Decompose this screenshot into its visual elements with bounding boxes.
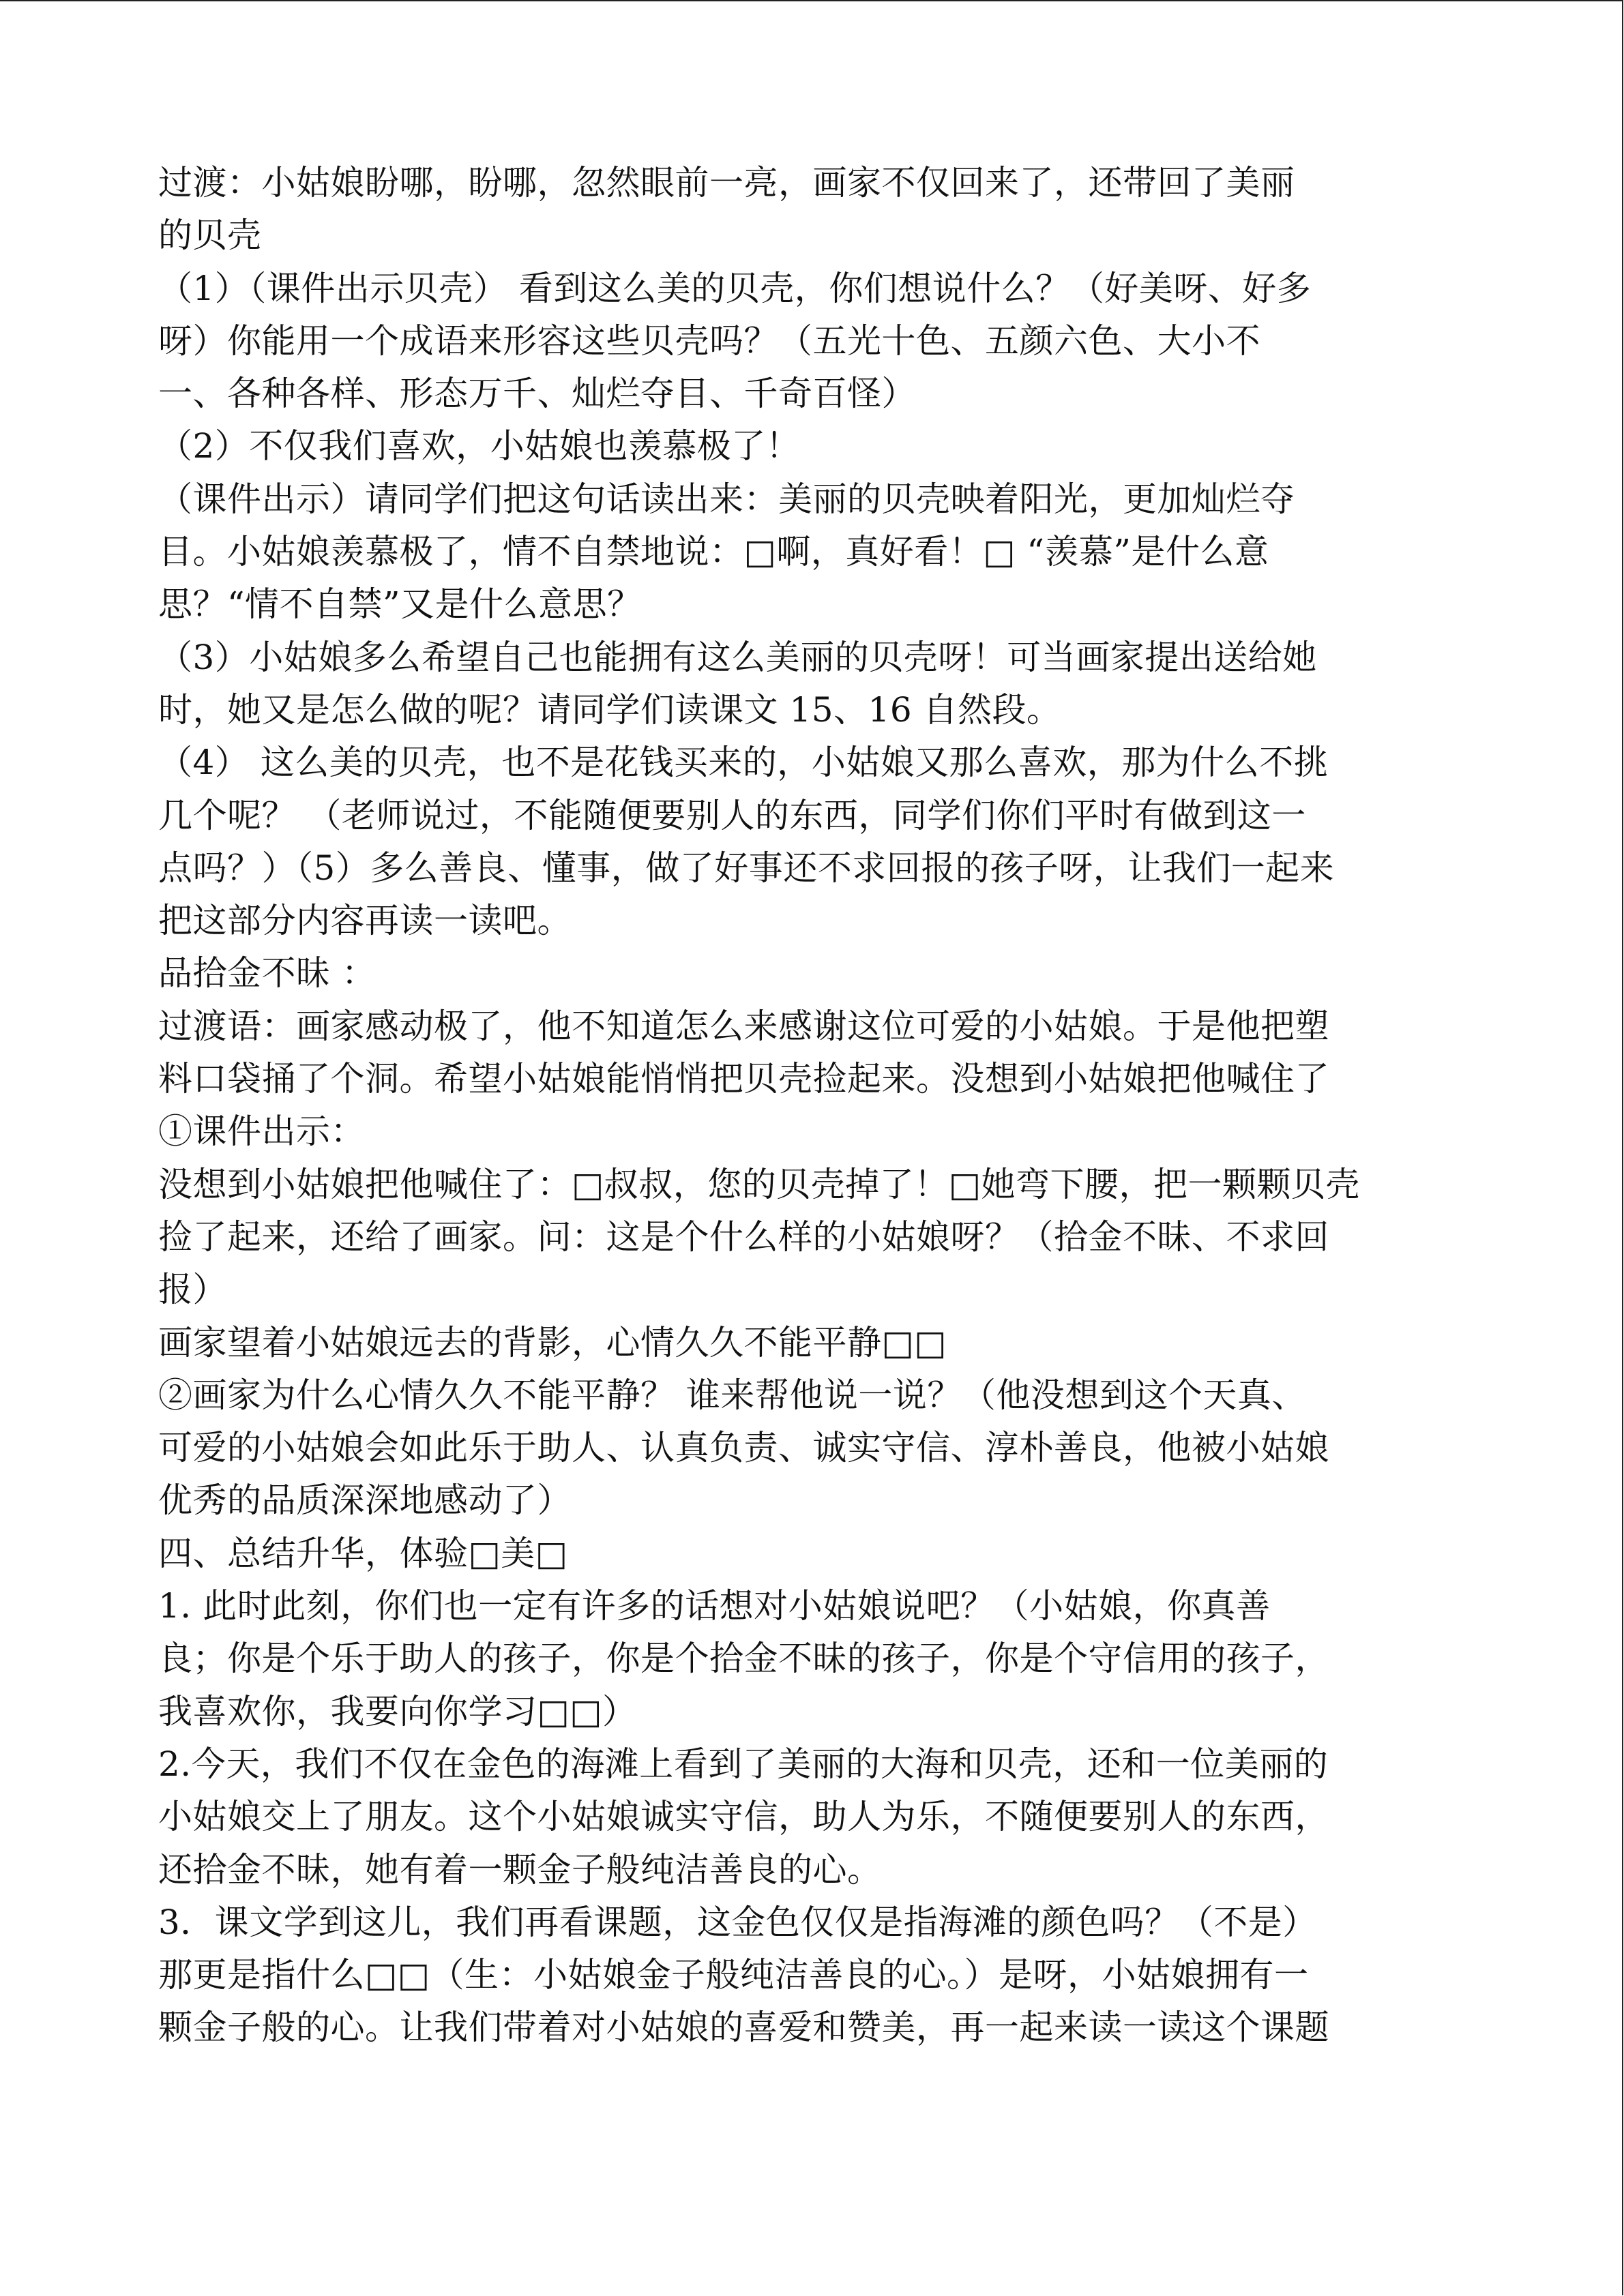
- text-line: 点吗？）（5）多么善良、懂事，做了好事还不求回报的孩子呀，让我们一起来: [158, 848, 1335, 888]
- text-line: 2.今天，我们不仅在金色的海滩上看到了美丽的大海和贝壳，还和一位美丽的: [158, 1744, 1329, 1784]
- text-line: 报）: [158, 1270, 227, 1310]
- text-line: 目。小姑娘羡慕极了，情不自禁地说：□啊，真好看！□ “羡慕”是什么意: [158, 532, 1269, 572]
- document-body: [158, 157, 1454, 2055]
- text-line: 3．课文学到这儿，我们再看课题，这金色仅仅是指海滩的颜色吗？（不是）: [158, 1902, 1317, 1942]
- text-line: 优秀的品质深深地感动了）: [158, 1480, 572, 1521]
- text-line: （4） 这么美的贝壳，也不是花钱买来的，小姑娘又那么喜欢，那为什么不挑: [158, 743, 1329, 783]
- text-line: 过渡：小姑娘盼哪，盼哪，忽然眼前一亮，画家不仅回来了，还带回了美丽: [158, 163, 1295, 203]
- text-line: 可爱的小姑娘会如此乐于助人、认真负责、诚实守信、淳朴善良，他被小姑娘: [158, 1428, 1329, 1468]
- text-line: （3）小姑娘多么希望自己也能拥有这么美丽的贝壳呀！可当画家提出送给她: [158, 637, 1317, 677]
- text-line: 思？“情不自禁”又是什么意思？: [158, 584, 642, 625]
- section-heading: 品拾金不昧 ：: [158, 953, 377, 994]
- text-line: 我喜欢你，我要向你学习□□）: [158, 1691, 637, 1731]
- text-line: 还拾金不昧，她有着一颗金子般纯洁善良的心。: [158, 1849, 882, 1890]
- text-line: 捡了起来，还给了画家。问：这是个什么样的小姑娘呀？（拾金不昧、不求回: [158, 1217, 1329, 1257]
- text-line: 料口袋捅了个洞。希望小姑娘能悄悄把贝壳捡起来。没想到小姑娘把他喊住了: [158, 1059, 1329, 1099]
- text-line: 良；你是个乐于助人的孩子，你是个拾金不昧的孩子，你是个守信用的孩子，: [158, 1639, 1329, 1679]
- text-line: 过渡语：画家感动极了，他不知道怎么来感谢这位可爱的小姑娘。于是他把塑: [158, 1006, 1329, 1046]
- text-line: 画家望着小姑娘远去的背影，心情久久不能平静□□: [158, 1322, 947, 1362]
- text-line: 呀）你能用一个成语来形容这些贝壳吗？（五光十色、五颜六色、大小不: [158, 320, 1260, 361]
- text-line: （2）不仅我们喜欢，小姑娘也羡慕极了！: [158, 426, 801, 466]
- text-line: 把这部分内容再读一读吧。: [158, 901, 572, 941]
- section-heading: 四、总结升华，体验□美□: [158, 1533, 568, 1573]
- text-line: 的贝壳: [158, 215, 262, 256]
- text-line: 颗金子般的心。让我们带着对小姑娘的喜爱和赞美，再一起来读一读这个课题: [158, 2008, 1329, 2048]
- text-line: 小姑娘交上了朋友。这个小姑娘诚实守信，助人为乐，不随便要别人的东西，: [158, 1797, 1329, 1837]
- text-line: ②画家为什么心情久久不能平静？ 谁来帮他说一说？（他没想到这个天真、: [158, 1375, 1306, 1415]
- text-line: 几个呢？ （老师说过，不能随便要别人的东西，同学们你们平时有做到这一: [158, 795, 1306, 835]
- text-line: 没想到小姑娘把他喊住了：□叔叔，您的贝壳掉了！□她弯下腰，把一颗颗贝壳: [158, 1164, 1360, 1204]
- text-line: （课件出示）请同学们把这句话读出来：美丽的贝壳映着阳光，更加灿烂夺: [158, 479, 1295, 519]
- text-line: 1. 此时此刻，你们也一定有许多的话想对小姑娘说吧？（小姑娘，你真善: [158, 1586, 1271, 1626]
- text-line: 一、各种各样、形态万千、灿烂夺目、千奇百怪）: [158, 374, 916, 414]
- text-line: 那更是指什么□□（生：小姑娘金子般纯洁善良的心。）是呀，小姑娘拥有一: [158, 1955, 1309, 1995]
- text-line: ①课件出示：: [158, 1112, 365, 1152]
- text-line: 时，她又是怎么做的呢？请同学们读课文 15、16 自然段。: [158, 689, 1061, 730]
- text-line: （1）（课件出示贝壳） 看到这么美的贝壳，你们想说什么？（好美呀、好多: [158, 268, 1312, 308]
